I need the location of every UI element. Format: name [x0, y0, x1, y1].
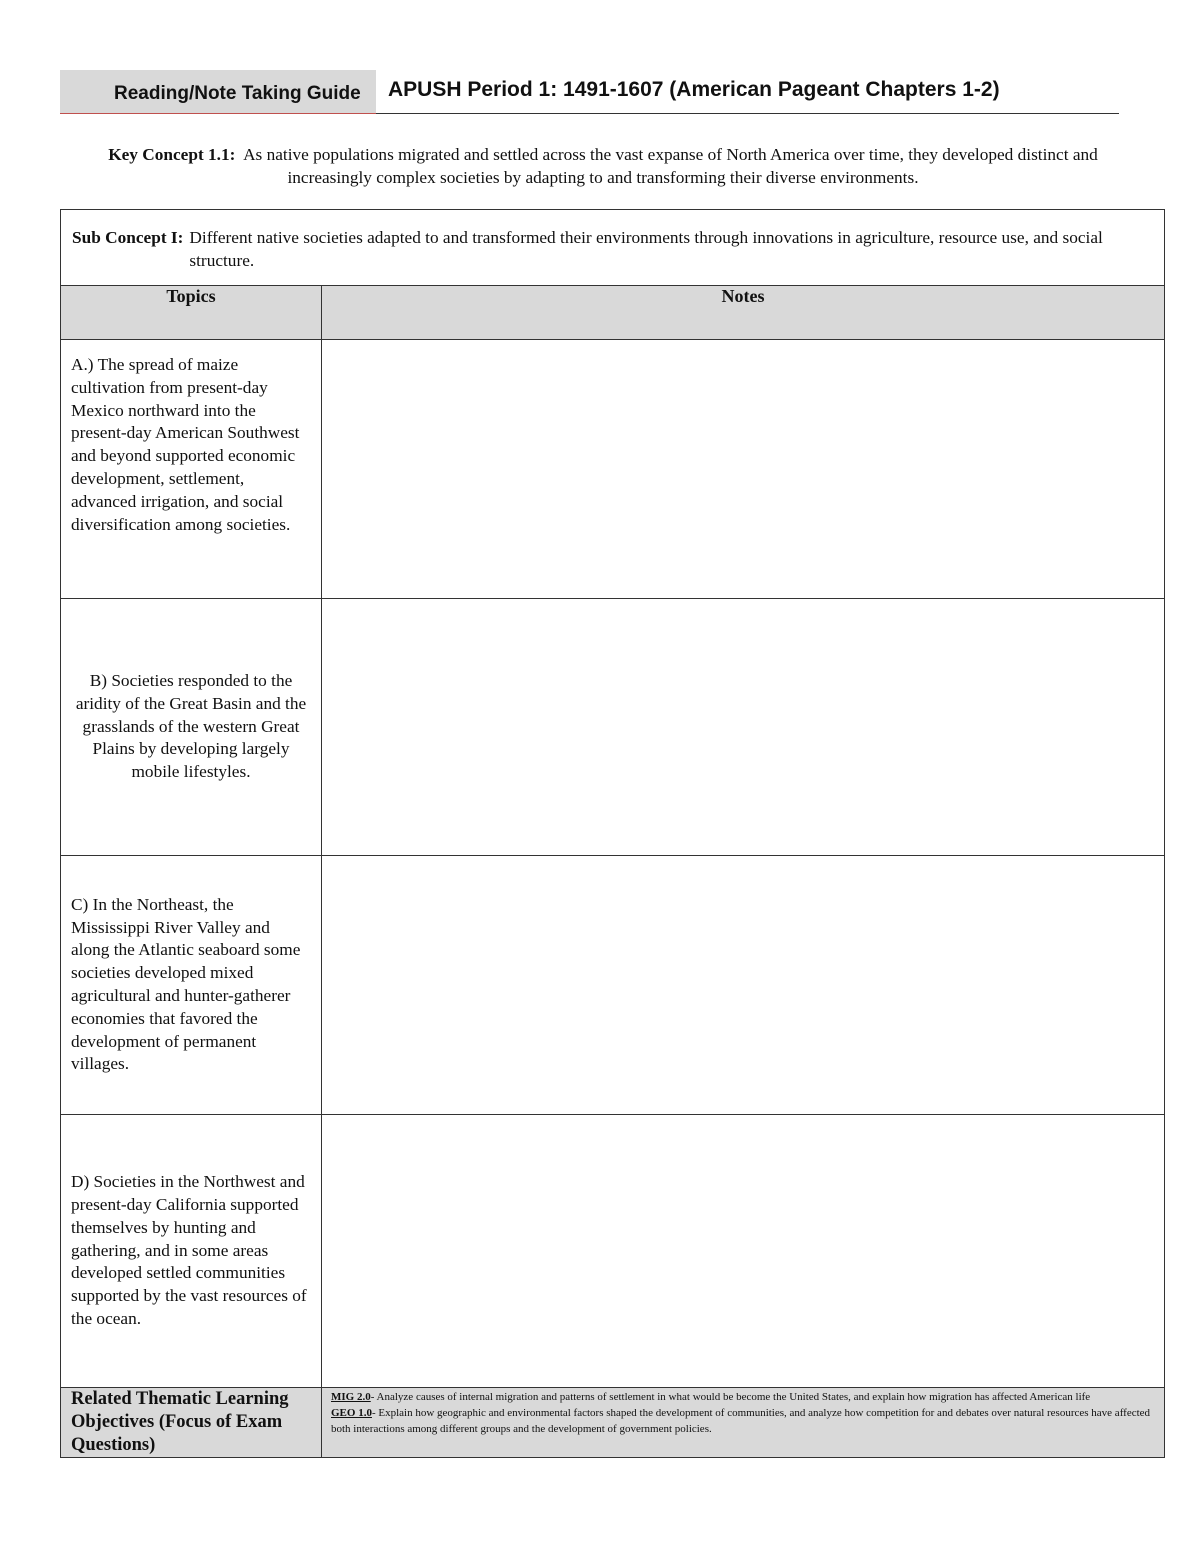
key-concept-text: As native populations migrated and settled across the vast expanse of North America over time, they developed distinct and increasingly complex societies by adapting to and transforming their diverse environments. — [243, 145, 1098, 187]
header-divider-red — [60, 113, 376, 114]
notes-cell-a[interactable] — [322, 340, 1165, 599]
topic-d: D) Societies in the Northwest and present-day California supported themselves by hunting and gathering, and in some areas developed settled communities supported by the vast resources of the ocean. — [71, 1172, 307, 1328]
geo-code: GEO 1.0 — [331, 1407, 372, 1419]
sub-concept-label: Sub Concept I: — [72, 228, 184, 247]
geo-objective — [331, 1405, 1156, 1437]
table-row — [61, 1115, 1165, 1388]
mig-code: MIG 2.0 — [331, 1391, 371, 1403]
sub-concept-text: Different native societies adapted to and transformed their environments through innovations in agriculture, resource use, and social structure. — [189, 228, 1103, 270]
notes-header: Notes — [322, 286, 1165, 340]
table-header-row — [61, 286, 1165, 340]
notes-cell-d[interactable] — [322, 1115, 1165, 1388]
page-title: APUSH Period 1: 1491-1607 (American Pageant Chapters 1-2) — [388, 78, 1000, 101]
topic-a: A.) The spread of maize cultivation from present-day Mexico northward into the present-day American Southwest and beyond supported economic development, settlement, advanced irrigation, and social diversification among societies. — [71, 355, 300, 534]
mig-text: - Analyze causes of internal migration and patterns of settlement in what would be become the United States, and explain how migration has affected American life — [370, 1391, 1091, 1403]
topic-c: C) In the Northeast, the Mississippi River Valley and along the Atlantic seaboard some societies developed mixed agricultural and hunter-gatherer economies that favored the development of permanent villages. — [71, 894, 301, 1074]
topics-header: Topics — [61, 286, 322, 340]
learning-objectives-label: Related Thematic Learning Objectives (Focus of Exam Questions) — [71, 1389, 289, 1455]
geo-text: - Explain how geographic and environmental factors shaped the development of communities, and analyze how competition for and debates over natural resources have affected both interactions among different groups and the development of government policies. — [331, 1407, 1151, 1435]
table-row — [61, 856, 1165, 1115]
learning-objectives-row — [61, 1388, 1165, 1458]
table-row — [61, 340, 1165, 599]
mig-objective — [331, 1389, 1156, 1405]
learning-objectives-text — [322, 1388, 1164, 1437]
table-row — [61, 599, 1165, 856]
note-table — [60, 209, 1165, 1458]
notes-cell-b[interactable] — [322, 599, 1165, 856]
sub-concept-row — [61, 210, 1165, 286]
key-concept-label: Key Concept 1.1: — [108, 145, 236, 164]
guide-label: Reading/Note Taking Guide — [60, 70, 376, 113]
key-concept — [78, 143, 1128, 189]
topic-b: B) Societies responded to the aridity of the Great Basin and the grasslands of the western Great Plains by developing largely mobile lifestyles. — [75, 671, 307, 782]
header-divider — [376, 113, 1119, 114]
notes-cell-c[interactable] — [322, 856, 1165, 1115]
